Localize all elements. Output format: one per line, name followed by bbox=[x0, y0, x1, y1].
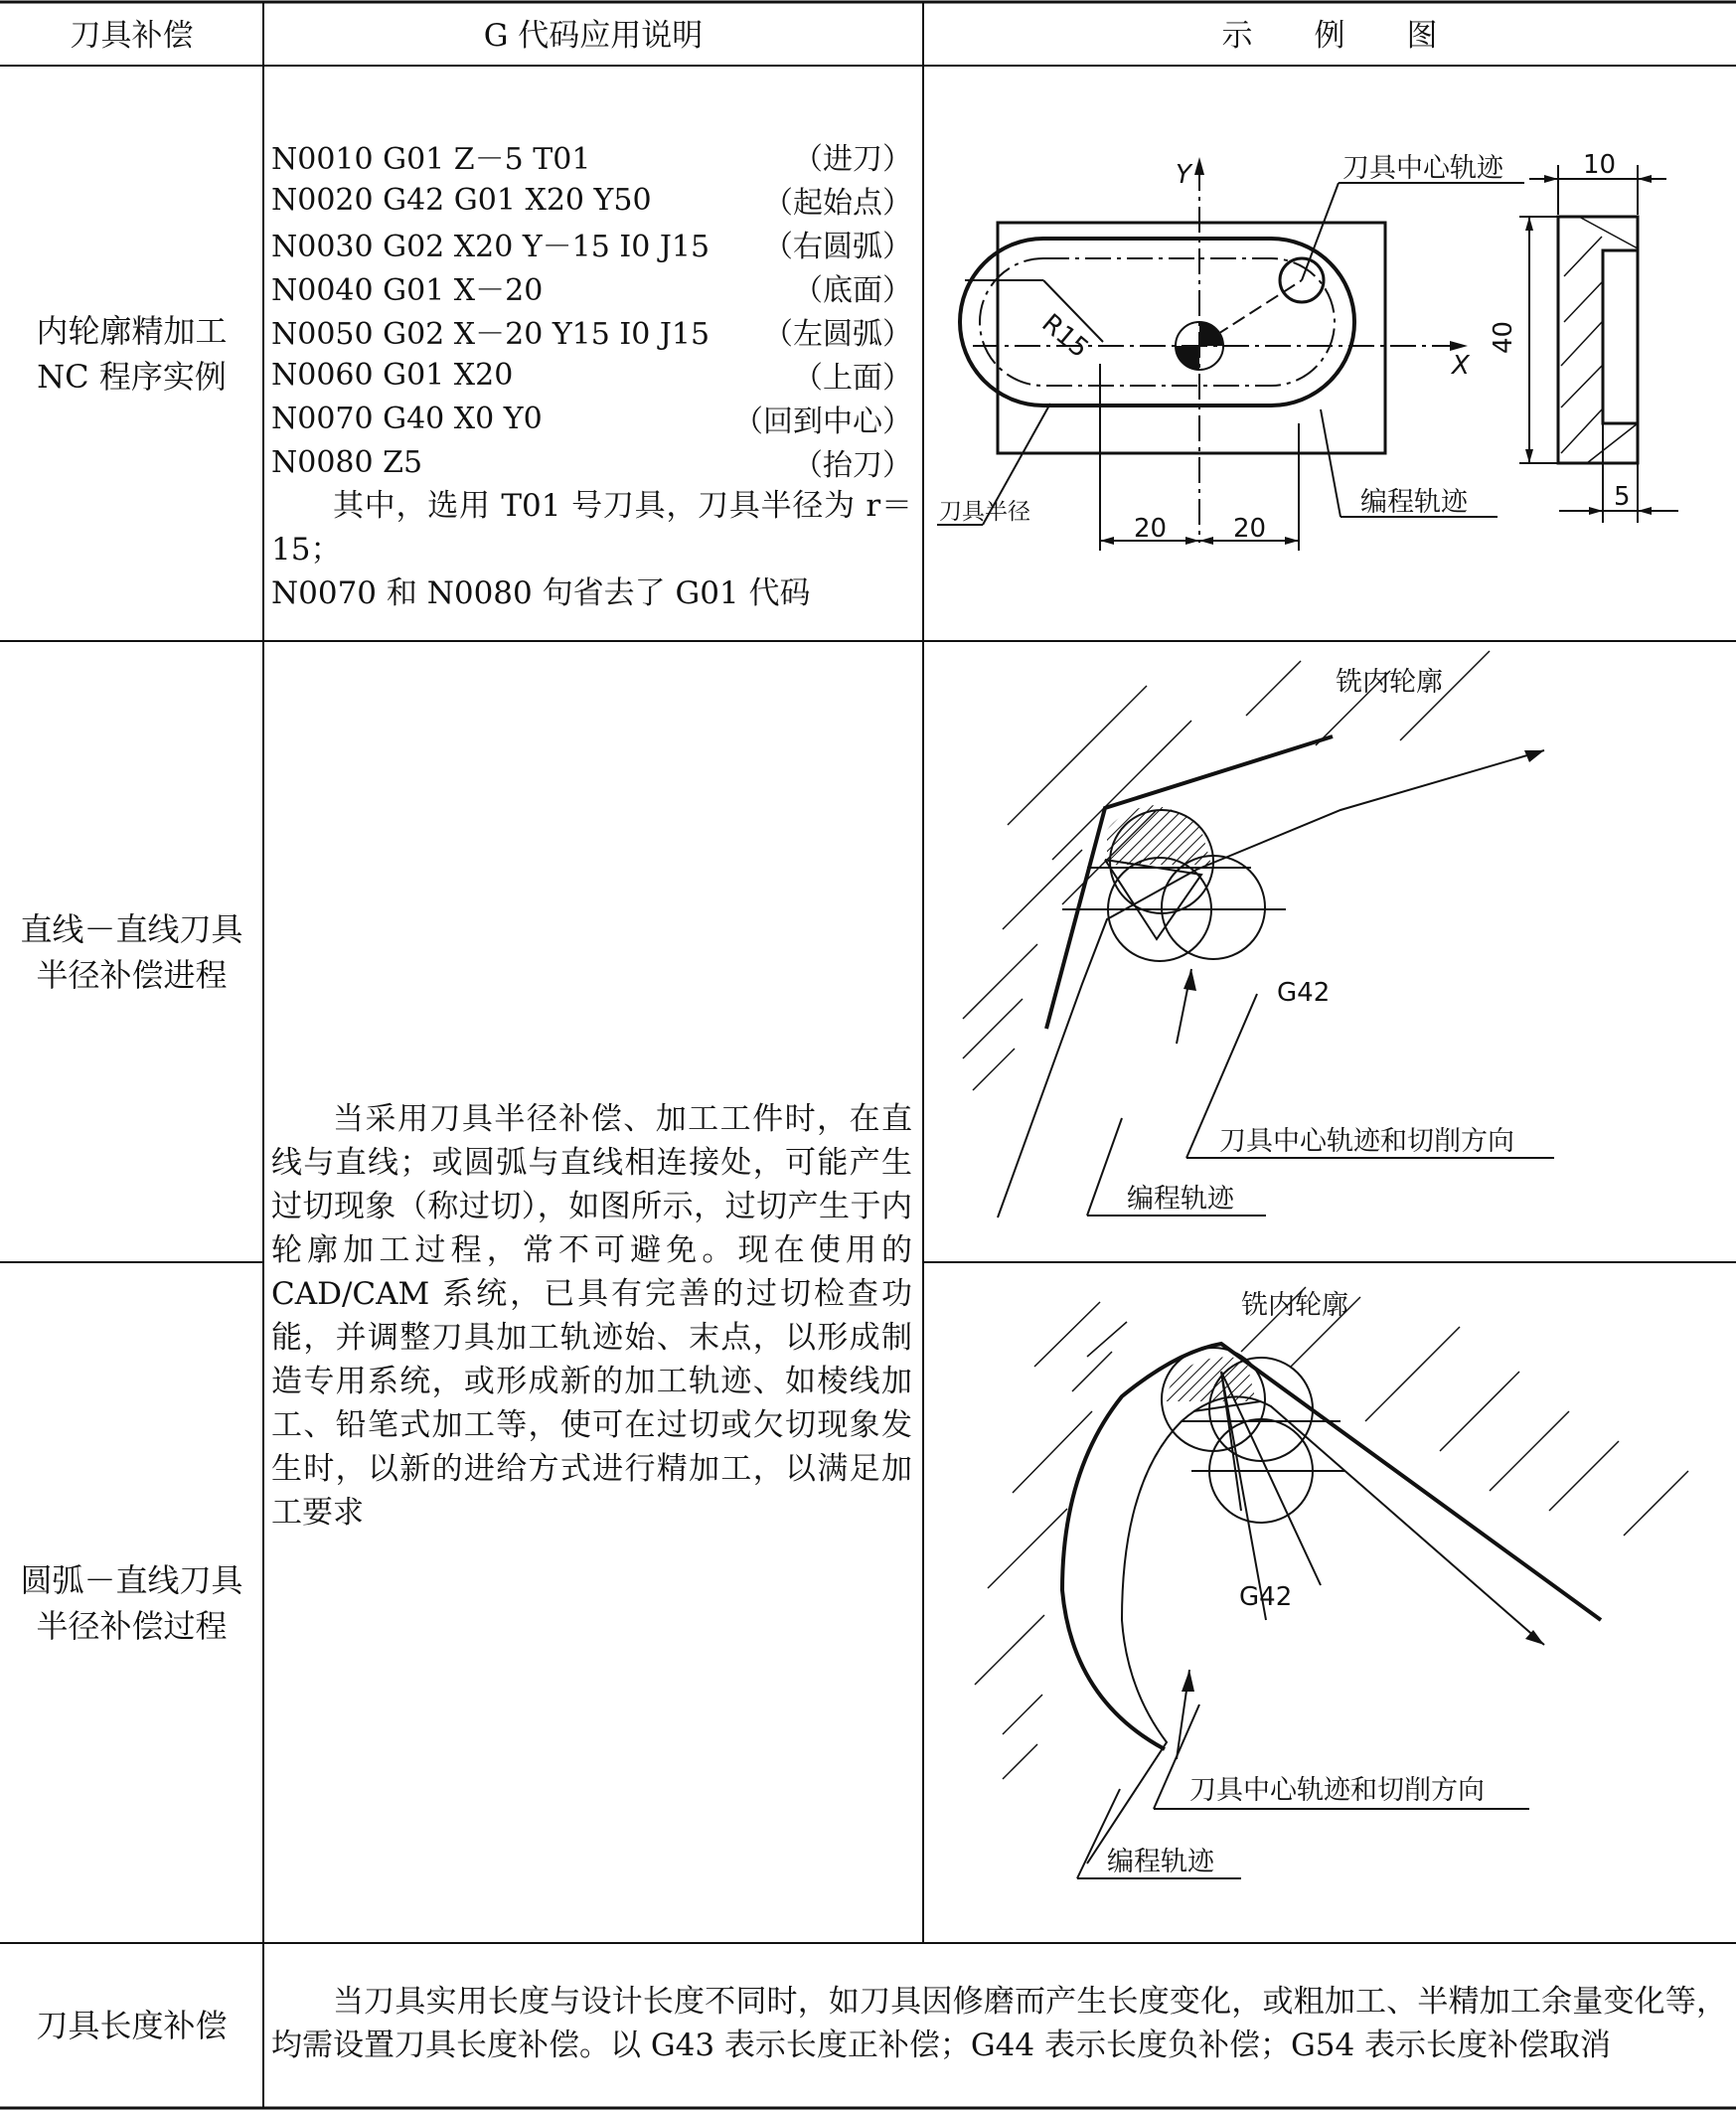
code-line: N0040 G01 X－20 （底面） bbox=[271, 273, 912, 308]
y-axis-label: Y bbox=[1176, 160, 1191, 190]
code-line: N0080 Z5 （抬刀） bbox=[271, 444, 912, 483]
row-label-inner-contour bbox=[0, 66, 263, 641]
row-label-line1: 直线－直线刀具 bbox=[20, 909, 243, 948]
dim-left-label: 20 bbox=[1134, 514, 1168, 544]
side-view-pocket bbox=[1603, 250, 1638, 423]
program-path-label: 编程轨迹 bbox=[1107, 1847, 1214, 1877]
inner-contour-figure bbox=[923, 66, 1736, 641]
figure-title: 铣内轮廓 bbox=[1241, 1290, 1348, 1321]
code-line: N0020 G42 G01 X20 Y50 （起始点） bbox=[271, 182, 912, 221]
row-label-line-line bbox=[0, 641, 263, 1262]
overcut-description: 当采用刀具半径补偿、加工工件时，在直线与直线；或圆弧与直线相连接处，可能产生过切现象（称过切），如图所示，过切产生于内轮廓加工过程，常不可避免。现在使用的 CAD/CAM 系统，已具有完善的过切检查功能，并调整刀具加工轨迹始、末点，以形成制造专用系统，或形成新的加工轨迹、如棱线加工、铅笔式加工等，使可在过切或欠切现象发生时，以新的进给方式进行精加工，以满足加工要求 bbox=[271, 1101, 912, 1531]
hatch-lines bbox=[963, 651, 1490, 1090]
dim-side-width-label: 10 bbox=[1583, 150, 1617, 180]
tool-radius-label: 刀具半径 bbox=[939, 499, 1030, 525]
code-line: N0070 G40 X0 Y0 （回到中心） bbox=[271, 401, 912, 439]
leader-program-path bbox=[1087, 1118, 1122, 1216]
header-example-figure: 示 例 图 bbox=[1221, 17, 1438, 54]
side-view-outline bbox=[1558, 217, 1638, 463]
dim-side-height-label: 40 bbox=[1489, 320, 1518, 354]
side-view-hatch bbox=[1561, 217, 1638, 463]
nc-program-note bbox=[271, 484, 912, 615]
y-axis-arrow bbox=[1194, 157, 1204, 175]
row-label-line1: 圆弧－直线刀具 bbox=[20, 1560, 243, 1599]
code-line: N0030 G02 X20 Y－15 I0 J15 （右圆弧） bbox=[271, 230, 912, 264]
center-path-label: 刀具中心轨迹和切削方向 bbox=[1189, 1775, 1485, 1806]
g42-label: G42 bbox=[1239, 1582, 1293, 1612]
code-line: N0010 G01 Z－5 T01 （进刀） bbox=[271, 142, 912, 177]
length-comp-description: 当刀具实用长度与设计长度不同时，如刀具因修磨而产生长度变化，或粗加工、半精加工余量变化等，均需设置刀具长度补偿。以 G43 表示长度正补偿；G44 表示长度负补偿；G54 表示长度补偿取消 bbox=[271, 1984, 1727, 2063]
figure-title: 铣内轮廓 bbox=[1336, 667, 1443, 698]
overcut-region bbox=[1107, 805, 1211, 865]
arc-line-figure bbox=[923, 1262, 1736, 1943]
center-path-label: 刀具中心轨迹 bbox=[1342, 153, 1503, 184]
overcut-region bbox=[1165, 1357, 1256, 1401]
dim-right-label: 20 bbox=[1233, 514, 1267, 544]
note-line1: 其中，选用 T01 号刀具，刀具半径为 r＝15； bbox=[271, 488, 912, 568]
radius-label: R15 bbox=[1035, 308, 1094, 365]
program-path-leader bbox=[1321, 409, 1341, 517]
program-path-label: 编程轨迹 bbox=[1127, 1184, 1234, 1215]
row-label-line2: 半径补偿进程 bbox=[36, 955, 228, 994]
center-path-label: 刀具中心轨迹和切削方向 bbox=[1219, 1126, 1514, 1157]
x-axis-arrow bbox=[1450, 341, 1468, 351]
program-path bbox=[1062, 1344, 1601, 1749]
row-label-arc-line bbox=[0, 1262, 263, 1943]
hatch-lines bbox=[975, 1287, 1688, 1779]
row-label-length-comp: 刀具长度补偿 bbox=[36, 2007, 228, 2044]
header-gcode-description: G 代码应用说明 bbox=[483, 17, 704, 54]
g42-label: G42 bbox=[1277, 978, 1331, 1008]
dim-side-depth-label: 5 bbox=[1614, 482, 1631, 512]
header-tool-compensation: 刀具补偿 bbox=[70, 17, 194, 54]
program-path-label: 编程轨迹 bbox=[1360, 487, 1468, 518]
x-axis-label: X bbox=[1452, 351, 1470, 381]
row-label-line1: 内轮廓精加工 bbox=[36, 311, 228, 350]
line-line-figure bbox=[923, 641, 1736, 1262]
row-label-line2: NC 程序实例 bbox=[37, 357, 227, 396]
row-label-line2: 半径补偿过程 bbox=[36, 1606, 228, 1645]
note-line2: N0070 和 N0080 句省去了 G01 代码 bbox=[271, 575, 811, 611]
code-line: N0060 G01 X20 （上面） bbox=[271, 357, 912, 396]
code-line: N0050 G02 X－20 Y15 I0 J15 （左圆弧） bbox=[271, 317, 912, 352]
